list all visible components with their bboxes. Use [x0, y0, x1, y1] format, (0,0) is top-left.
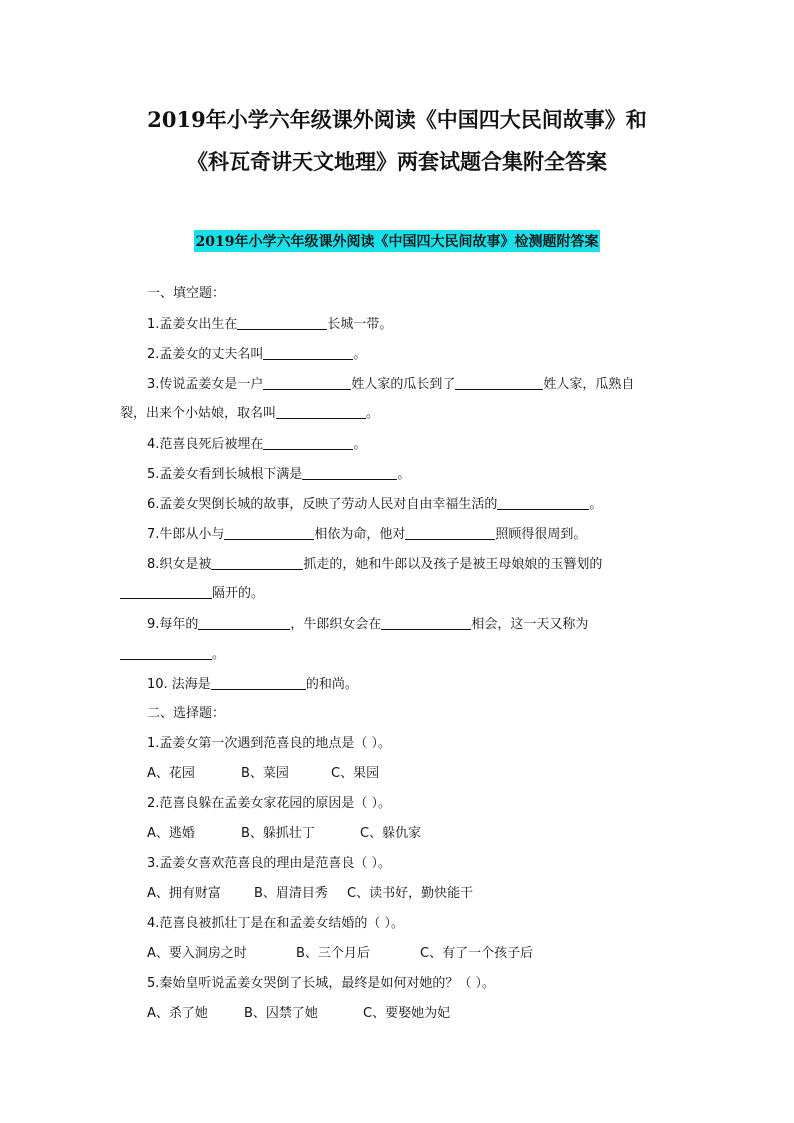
choice-options-4 — [147, 945, 533, 963]
answer-blank — [263, 435, 353, 450]
choice-question-2: 2.范喜良躲在孟姜女家花园的原因是（ ）。 — [147, 796, 392, 811]
question-5: 5.孟姜女看到长城根下满是 。 — [147, 467, 411, 482]
answer-blank — [455, 375, 543, 390]
document-title-line-1: 2019年小学六年级课外阅读《中国四大民间故事》和 — [147, 107, 647, 132]
answer-blank — [263, 345, 353, 360]
answer-blank — [224, 525, 314, 540]
answer-blank — [211, 555, 303, 570]
question-9-continued: 。 — [120, 645, 225, 664]
choice-question-3: 3.孟姜女喜欢范喜良的理由是范喜良（ ）。 — [147, 856, 392, 871]
answer-blank — [302, 465, 397, 480]
answer-blank — [120, 645, 212, 660]
choice-question-4: 4.范喜良被抓壮丁是在和孟姜女结婚的（ ）。 — [147, 916, 405, 931]
section-fill-blank-heading: 一、填空题： — [147, 286, 226, 301]
answer-blank — [120, 584, 212, 599]
question-3: 3.传说孟姜女是一户 姓人家的瓜长到了 姓人家，瓜熟自 — [147, 377, 635, 392]
document-title-line-2: 《科瓦奇讲天文地理》两套试题合集附全答案 — [187, 149, 607, 174]
choice-options-5 — [147, 1005, 450, 1023]
option-b: B、菜园 — [241, 766, 289, 781]
question-4: 4.范喜良死后被埋在 。 — [147, 437, 367, 452]
option-b: B、眉清目秀 — [254, 886, 328, 901]
question-6: 6.孟姜女哭倒长城的故事，反映了劳动人民对自由幸福生活的 。 — [147, 497, 603, 512]
option-a: A、要入洞房之时 — [147, 946, 247, 961]
option-c: C、读书好，勤快能干 — [347, 886, 474, 901]
choice-question-1: 1.孟姜女第一次遇到范喜良的地点是（ ）。 — [147, 736, 392, 751]
choice-options-3 — [147, 885, 473, 903]
choice-options-1 — [147, 765, 379, 783]
question-10: 10. 法海是 的和尚。 — [147, 677, 358, 692]
option-b: B、囚禁了她 — [244, 1006, 318, 1021]
option-c: C、躲仇家 — [360, 826, 422, 841]
question-7: 7.牛郎从小与 相依为命，他对 照顾得很周到。 — [147, 527, 587, 542]
option-a: A、拥有财富 — [147, 886, 221, 901]
answer-blank — [405, 525, 495, 540]
option-b: B、三个月后 — [296, 946, 370, 961]
choice-options-2 — [147, 825, 421, 843]
option-c: C、要娶她为妃 — [363, 1006, 451, 1021]
answer-blank — [381, 615, 471, 630]
question-8-continued: 隔开的。 — [120, 584, 264, 603]
option-a: A、杀了她 — [147, 1006, 208, 1021]
option-a: A、花园 — [147, 766, 195, 781]
answer-blank — [263, 375, 351, 390]
option-b: B、躲抓壮丁 — [241, 826, 315, 841]
section-heading-highlighted: 2019年小学六年级课外阅读《中国四大民间故事》检测题附答案 — [194, 230, 601, 252]
choice-question-5: 5.秦始皇听说孟姜女哭倒了长城，最终是如何对她的？（ ）。 — [147, 976, 496, 991]
question-3-continued: 裂，出来个小姑娘，取名叫 。 — [120, 406, 380, 421]
option-c: C、有了一个孩子后 — [420, 946, 534, 961]
answer-blank — [211, 675, 306, 690]
answer-blank — [198, 615, 290, 630]
question-1: 1.孟姜女出生在 长城一带。 — [147, 317, 393, 332]
section-choice-heading: 二、选择题： — [147, 706, 226, 721]
question-9: 9.每年的 ，牛郎织女会在 相会，这一天又称为 — [147, 617, 589, 632]
option-a: A、逃婚 — [147, 826, 195, 841]
question-8: 8.织女是被 抓走的，她和牛郎以及孩子是被王母娘娘的玉簪划的 — [147, 557, 603, 572]
question-2: 2.孟姜女的丈夫名叫 。 — [147, 347, 367, 362]
answer-blank — [237, 315, 327, 330]
answer-blank — [276, 404, 366, 419]
option-c: C、果园 — [331, 766, 380, 781]
answer-blank — [497, 495, 589, 510]
